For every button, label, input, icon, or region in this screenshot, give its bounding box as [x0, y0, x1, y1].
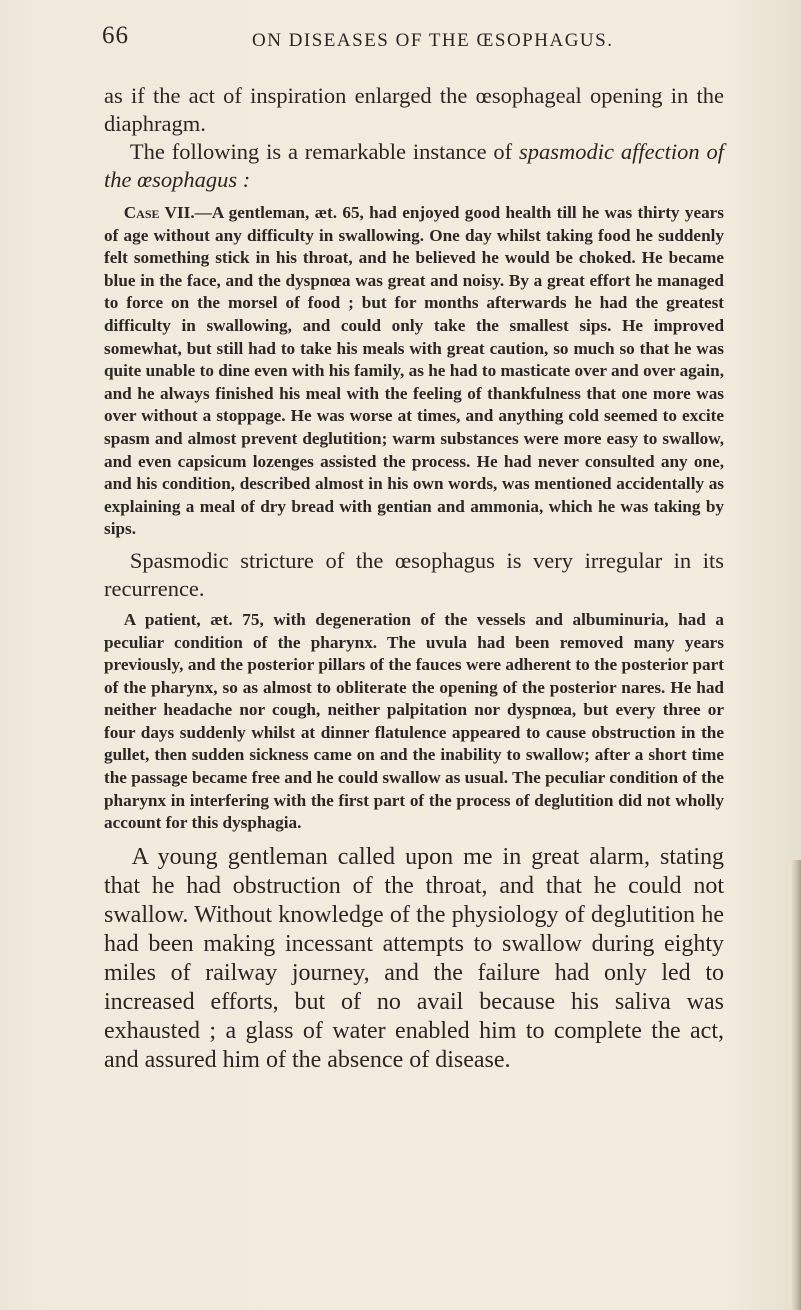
intro-emphasis: spasmodic affection of the œsophagus : [104, 139, 724, 192]
page-header [102, 22, 742, 56]
running-title: ON DISEASES OF THE ŒSOPHAGUS. [252, 30, 614, 51]
page-number: 66 [102, 22, 129, 49]
paragraph-intro-case [104, 138, 724, 194]
page-edge-shadow [791, 860, 801, 1310]
page-body [104, 82, 724, 1075]
paragraph-spasmodic-stricture: Spasmodic stricture of the œsophagus is very irregular in its recurrence. [104, 547, 724, 601]
paragraph-case-vii [104, 202, 724, 541]
intro-text: The following is a remarkable instance of [129, 139, 520, 164]
case-text: —A gentleman, æt. 65, had enjoyed good health till he was thirty years of age without any difficulty in swallowing. One day whilst taking food he suddenly felt something stick in his throat, and he believed he would be choked. He became blue in the face, and the dyspnœa was great and noisy. By a great effort he managed to force on the morsel of food ; but for months afterwards he had the greatest difficulty in swallowing, and could only take the smallest sips. He improved somewhat, but still had to take his meals with great caution, so much so that he was quite unable to dine even with his family, as he had to masticate over and over again, and he always finished his meal with the feeling of thankfulness that one more was over without a stoppage. He was worse at times, and anything cold seemed to excite spasm and almost prevent deglutition; warm substances were more easy to swallow, and even capsicum lozenges assisted the process. He had never consulted any one, and his condition, described almost in his own words, was mentioned accidentally as explaining a meal of dry bread with gentian and ammonia, which he was taking by sips. [104, 203, 724, 539]
paragraph-young-gentleman: A young gentleman called upon me in great alarm, stating that he had obstruction of the throat, and that he could not swallow. Without knowledge of the physiology of deglutition he had been making incessant attempts to swallow during eighty miles of railway journey, and the failure had only led to increased efforts, but of no avail because his saliva was exhausted ; a glass of water enabled him to complete the act, and assured him of the absence of disease. [104, 843, 724, 1073]
case-label: Case VII. [123, 203, 195, 222]
paragraph-patient-case: A patient, æt. 75, with degeneration of the vessels and albuminuria, had a peculiar condition of the pharynx. The uvula had been removed many years previously, and the posterior pillars of the fauces were adherent to the posterior part of the pharynx, so as almost to obliterate the opening of the posterior nares. He had neither headache nor cough, neither palpitation nor dyspnœa, but every three or four days suddenly whilst at dinner flatulence appeared to cause obstruction in the gullet, then sudden sickness came on and the inability to swallow; after a short time the passage became free and he could swallow as usual. The peculiar condition of the pharynx in interfering with the first part of the process of deglutition did not wholly account for this dysphagia. [104, 609, 724, 833]
paragraph-continuation: as if the act of inspiration enlarged the œsophageal opening in the diaphragm. [104, 83, 724, 136]
